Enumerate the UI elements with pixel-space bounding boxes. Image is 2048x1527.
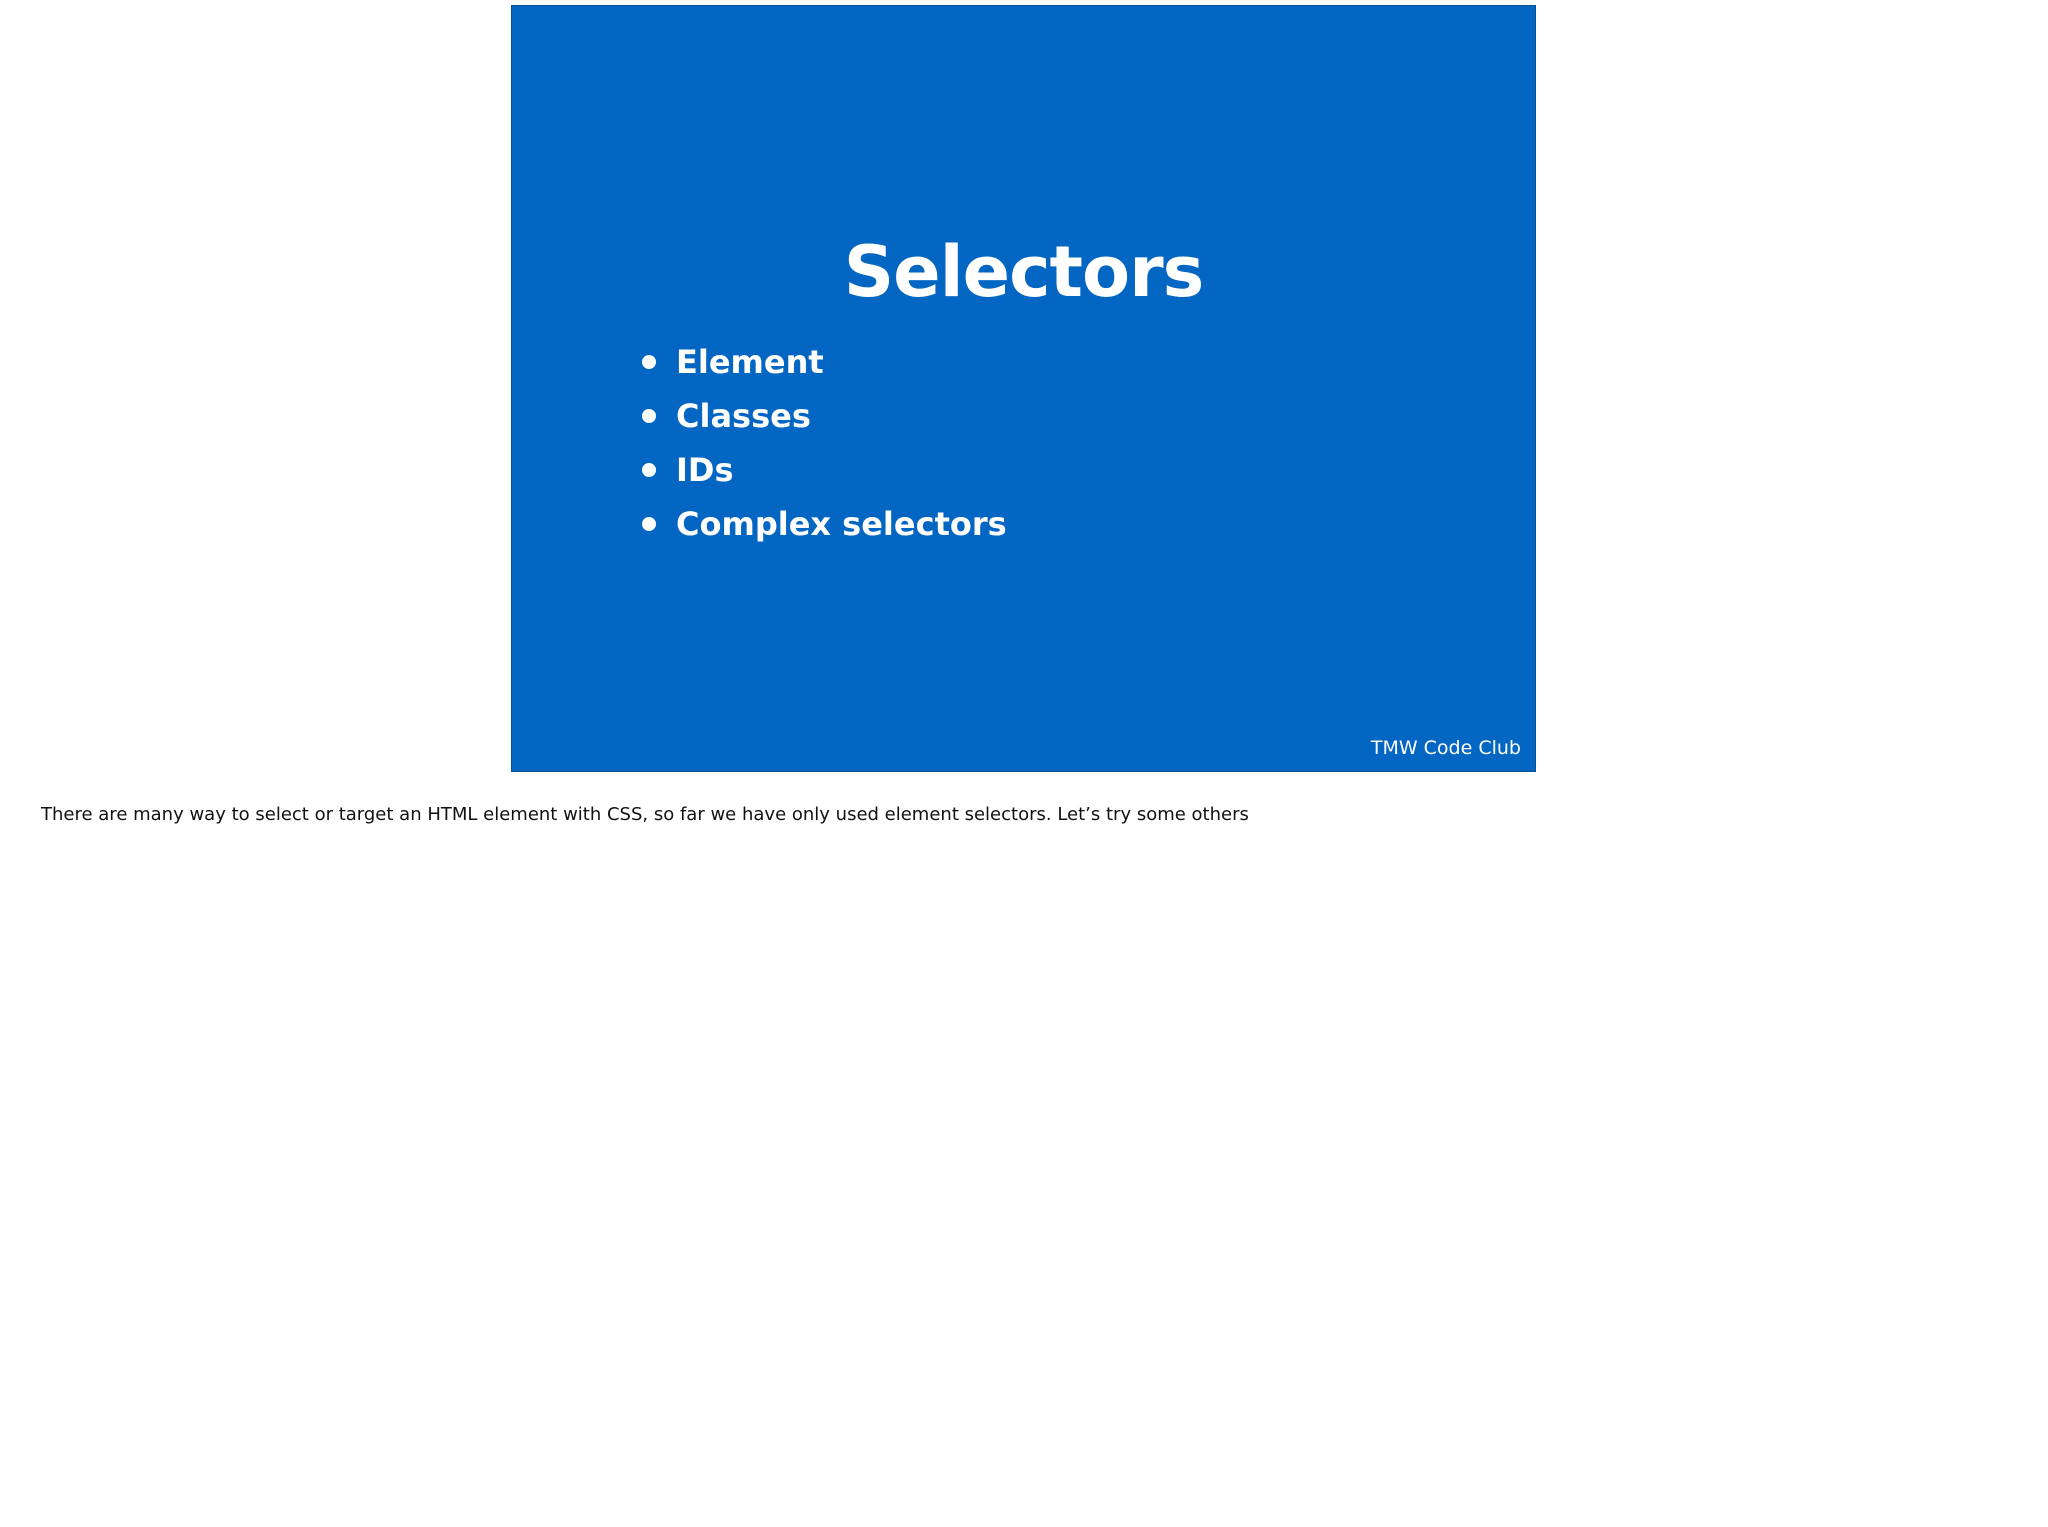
list-item: [642, 497, 1007, 551]
slide-footer: TMW Code Club: [1370, 737, 1521, 759]
bullet-label: Element: [676, 343, 824, 381]
speaker-notes: There are many way to select or target an HTML element with CSS, so far we have only used element selectors. Let’s try some others: [41, 804, 1249, 825]
bullet-dot-icon: [642, 355, 656, 369]
list-item: [642, 443, 1007, 497]
list-item: [642, 389, 1007, 443]
bullet-label: IDs: [676, 451, 734, 489]
bullet-label: Complex selectors: [676, 505, 1007, 543]
slide: [511, 5, 1536, 772]
bullet-list: [642, 335, 1007, 551]
slide-title: Selectors: [843, 231, 1204, 313]
bullet-dot-icon: [642, 409, 656, 423]
bullet-label: Classes: [676, 397, 811, 435]
bullet-dot-icon: [642, 463, 656, 477]
bullet-dot-icon: [642, 517, 656, 531]
list-item: [642, 335, 1007, 389]
